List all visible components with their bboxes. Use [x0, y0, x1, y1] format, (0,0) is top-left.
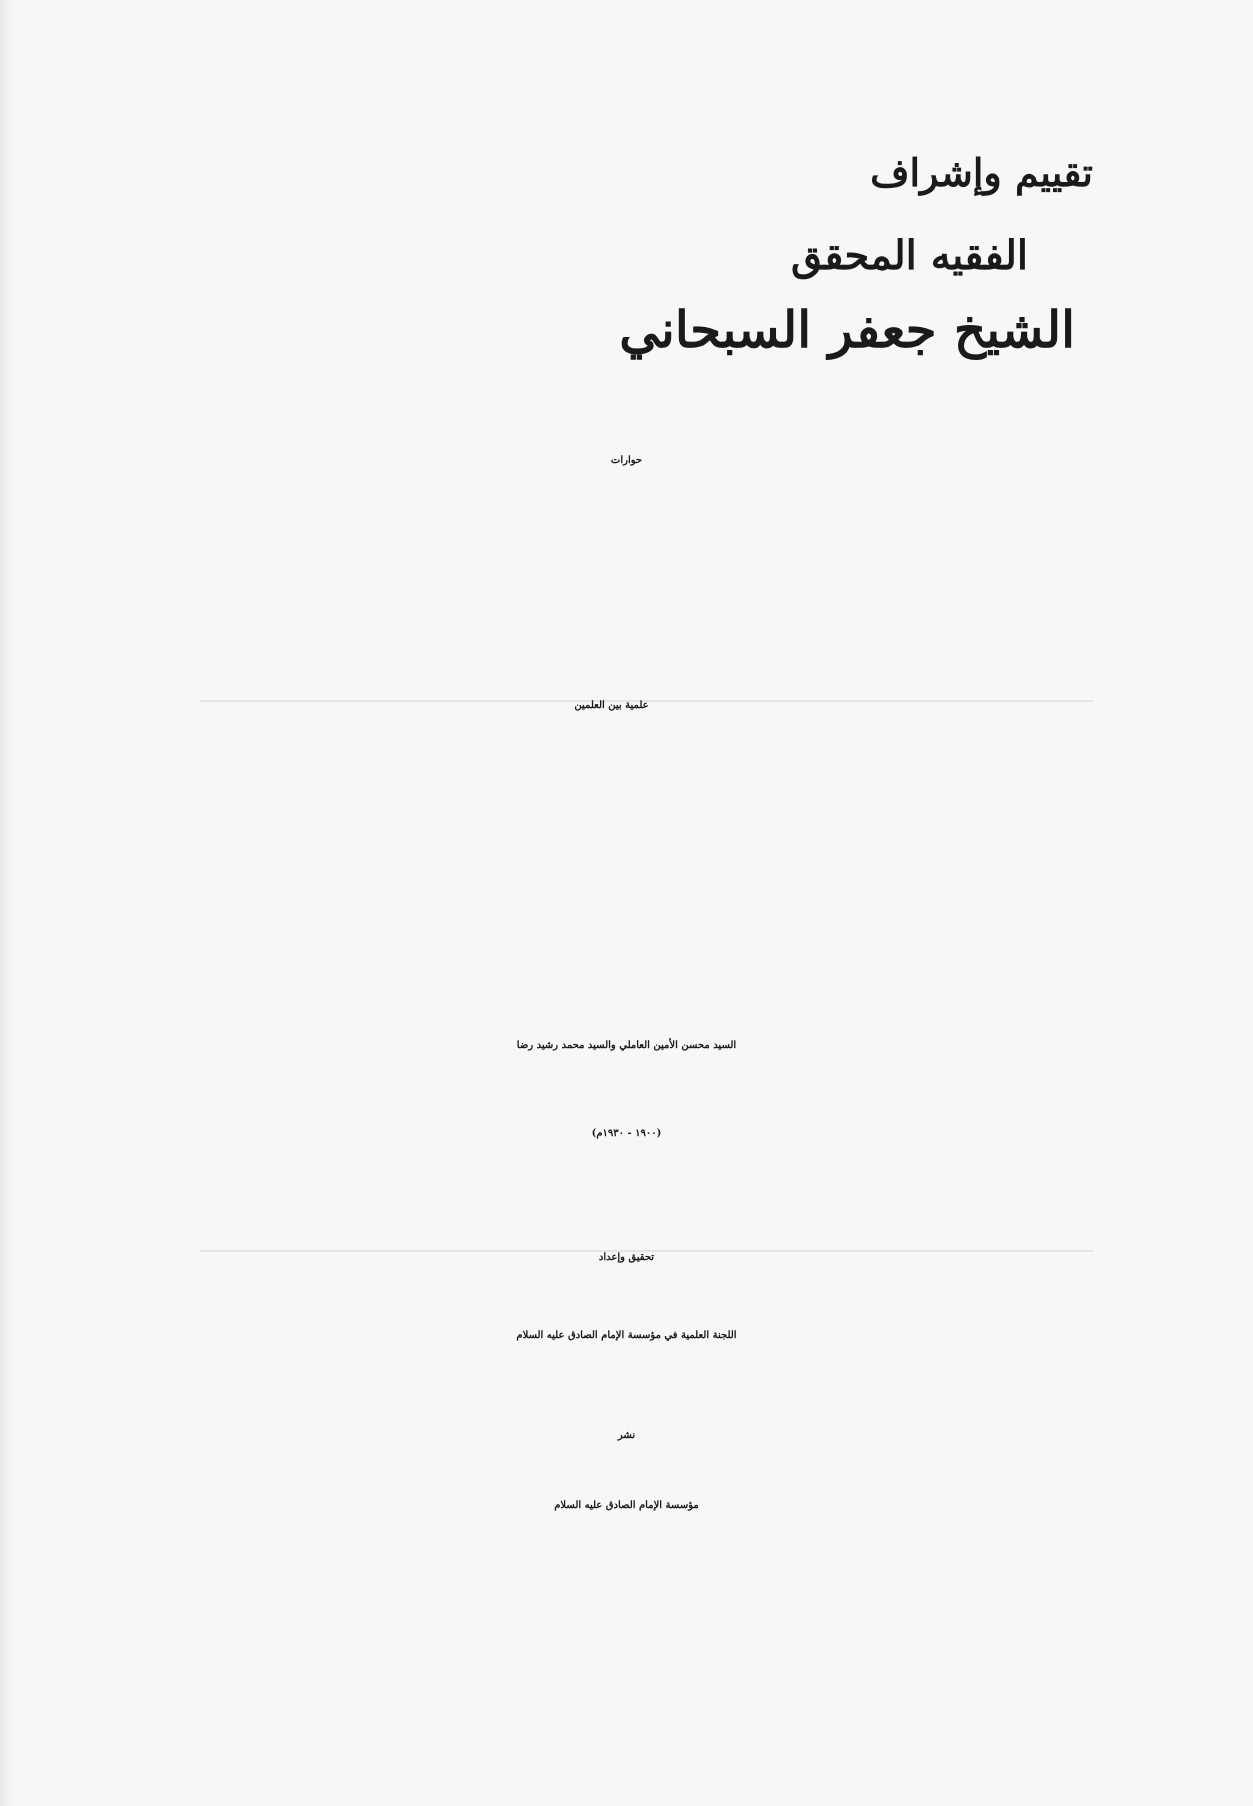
page-edge-shadow [0, 0, 14, 1806]
book-title-line2: علمية بين العلمين [574, 700, 649, 711]
supervisor-title: الفقيه المحقق [790, 232, 1028, 279]
supervisor-name: الشيخ جعفر السبحاني [619, 300, 1075, 359]
subtitle-years: (١٩٠٠ - ١٩٣٠م) [591, 1128, 662, 1139]
supervision-label: تقييم وإشراف [870, 150, 1093, 195]
book-title-line1: حوارات [610, 455, 643, 466]
subtitle-names: السيد محسن الأمين العاملي والسيد محمد رشيد رضا [516, 1040, 737, 1051]
publisher-label: نشر [617, 1430, 636, 1441]
publisher-name: مؤسسة الإمام الصادق عليه السلام [554, 1500, 699, 1511]
committee-name: اللجنة العلمية في مؤسسة الإمام الصادق عليه السلام [516, 1330, 737, 1341]
prepared-by-label: تحقيق وإعداد [598, 1252, 655, 1263]
